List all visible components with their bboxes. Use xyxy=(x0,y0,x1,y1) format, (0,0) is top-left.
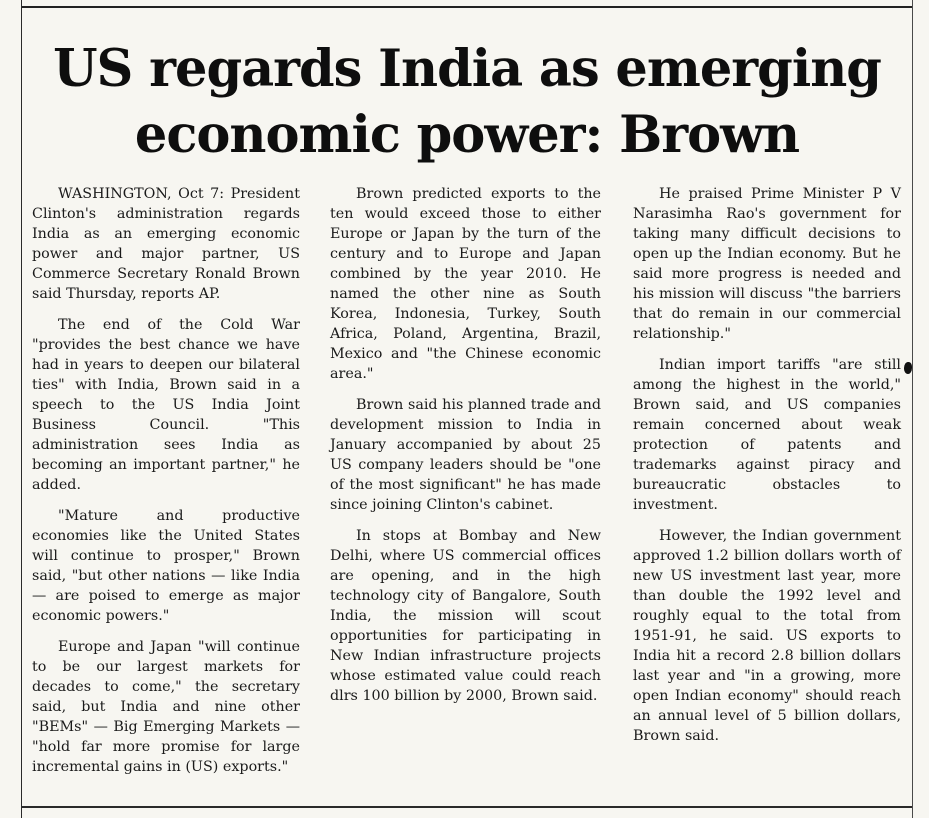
ink-smudge xyxy=(904,362,912,374)
paragraph: Europe and Japan "will continue to be our largest markets for decades to come," the secretary said, but India and nine other "BEMs" — Big Emerging Markets — "hold far more promise for large incremental gains in (US) exports." xyxy=(32,639,300,775)
paragraph: "Mature and productive economies like the United States will continue to prosper," Brown said, "but other nations — like India — are poised to emerge as major economic powers." xyxy=(32,508,300,624)
paragraph: The end of the Cold War "provides the best chance we have had in years to deepen our bilateral ties" with India, Brown said in a speech to the US India Joint Business Council. "This administration sees India as becoming an important partner," he added. xyxy=(32,317,300,493)
paragraph: Brown predicted exports to the ten would exceed those to either Europe or Japan by the turn of the century and to Europe and Japan combined by the year 2010. He named the other nine as South Korea, Indonesia, Turkey, South Africa, Poland, Argentina, Brazil, Mexico and "the Chinese economic area." xyxy=(330,186,601,382)
paragraph: In stops at Bombay and New Delhi, where US commercial offices are opening, and in the high technology city of Bangalore, South India, the mission will scout opportunities for participating in New Indian infrastructure projects whose estimated value could reach dlrs 100 billion by 2000, Brown said. xyxy=(330,528,601,704)
article-column-3 xyxy=(633,184,901,746)
headline-line-2: economic power: Brown xyxy=(134,105,800,165)
paragraph: However, the Indian government approved 1.2 billion dollars worth of new US investment last year, more than double the 1992 level and roughly equal to the total from 1951-91, he said. US exports to India hit a record 2.8 billion dollars last year and "in a growing, more open Indian economy" should reach an annual level of 5 billion dollars, Brown said. xyxy=(633,528,901,744)
paragraph: He praised Prime Minister P V Narasimha Rao's government for taking many difficult decisions to open up the Indian economy. But he said more progress is needed and his mission will discuss "the barriers that do remain in our commercial relationship." xyxy=(633,186,901,342)
headline-line-1: US regards India as emerging xyxy=(53,39,881,99)
article-column-2 xyxy=(330,184,601,706)
paragraph: Indian import tariffs "are still among the highest in the world," Brown said, and US companies remain concerned about weak protection of patents and trademarks against piracy and bureaucratic obstacles to investment. xyxy=(633,357,901,513)
bottom-rule xyxy=(22,806,912,808)
top-rule xyxy=(22,6,912,8)
headline xyxy=(24,36,910,168)
paragraph: Brown said his planned trade and development mission to India in January accompanied by about 25 US company leaders should be "one of the most significant" he has made since joining Clinton's cabinet. xyxy=(330,397,601,513)
paragraph: WASHINGTON, Oct 7: President Clinton's administration regards India as an emerging economic power and major partner, US Commerce Secretary Ronald Brown said Thursday, reports AP. xyxy=(32,186,300,302)
column-rule-right xyxy=(912,0,913,818)
column-rule-left xyxy=(21,0,22,818)
article-column-1 xyxy=(32,184,300,777)
